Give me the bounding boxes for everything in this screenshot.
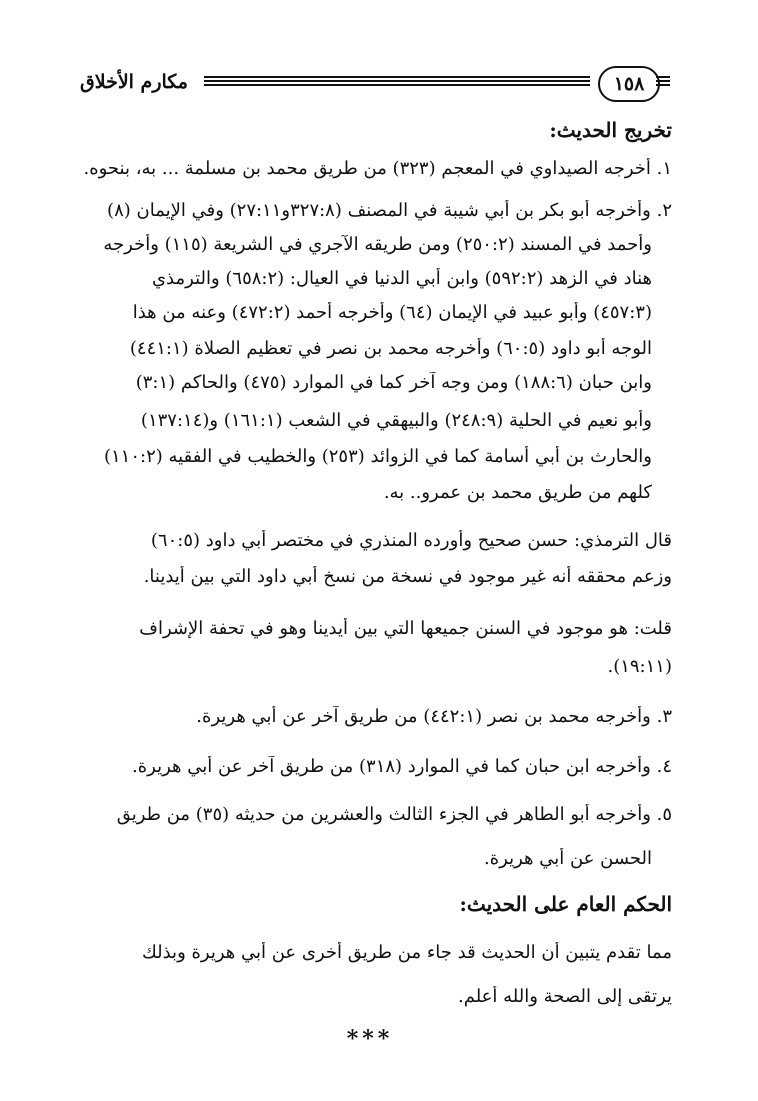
- takhrij-line-10: كلهم من طريق محمد بن عمرو.. به.: [383, 482, 652, 503]
- takhrij-item-5-line-2: الحسن عن أبي هريرة.: [483, 848, 652, 869]
- takhrij-item-5-line-1: ٥. وأخرجه أبو الطاهر في الجزء الثالث والعشرين من حديثه (٣٥) من طريق: [116, 804, 672, 825]
- takhrij-item-3: ٣. وأخرجه محمد بن نصر (٤٤٢:١) من طريق آخر عن أبي هريرة.: [196, 706, 672, 727]
- book-title: مكارم الأخلاق: [80, 71, 188, 93]
- page-header: [80, 66, 670, 106]
- takhrij-line-7: وابن حبان (١٨٨:٦) ومن وجه آخر كما في الموارد (٤٧٥) والحاكم (٣:١): [135, 372, 652, 393]
- takhrij-line-9: والحارث بن أبي أسامة كما في الزوائد (٢٥٣) والخطيب في الفقيه (١١٠:٢): [103, 446, 652, 467]
- takhrij-line-2: ٢. وأخرجه أبو بكر بن أبي شيبة في المصنف (٣٢٧:٨و٢٧:١١) وفي الإيمان (٨): [107, 200, 672, 221]
- qultu-line-2: (١٩:١١).: [607, 656, 672, 677]
- section-separator: ***: [346, 1026, 394, 1052]
- tirmidhi-line-2: وزعم محققه أنه غير موجود في نسخة من نسخ أبي داود التي بين أيدينا.: [143, 566, 672, 587]
- hukm-line-1: مما تقدم يتبين أن الحديث قد جاء من طريق أخرى عن أبي هريرة وبذلك: [141, 942, 672, 963]
- section-heading-takhrij: تخريج الحديث:: [549, 118, 672, 142]
- section-heading-hukm: الحكم العام على الحديث:: [459, 892, 672, 916]
- takhrij-line-1: ١. أخرجه الصيداوي في المعجم (٣٢٣) من طريق محمد بن مسلمة ... به، بنحوه.: [83, 158, 672, 179]
- qultu-line-1: قلت: هو موجود في السنن جميعها التي بين أيدينا وهو في تحفة الإشراف: [139, 618, 672, 639]
- takhrij-line-6: الوجه أبو داود (٦٠:٥) وأخرجه محمد بن نصر في تعظيم الصلاة (٤٤١:١): [129, 338, 652, 359]
- tirmidhi-line-1: قال الترمذي: حسن صحيح وأورده المنذري في مختصر أبي داود (٦٠:٥): [150, 530, 672, 551]
- header-rule-end: [656, 76, 670, 90]
- takhrij-line-8: وأبو نعيم في الحلية (٢٤٨:٩) والبيهقي في الشعب (١٦١:١) و(١٣٧:١٤): [140, 410, 652, 431]
- takhrij-item-4: ٤. وأخرجه ابن حبان كما في الموارد (٣١٨) من طريق آخر عن أبي هريرة.: [132, 756, 672, 777]
- header-rule: [204, 76, 590, 90]
- takhrij-line-4: هناد في الزهد (٥٩٢:٢) وابن أبي الدنيا في العيال: (٦٥٨:٢) والترمذي: [151, 268, 652, 289]
- hukm-line-2: يرتقى إلى الصحة والله أعلم.: [458, 986, 672, 1007]
- page-number: ١٥٨: [598, 66, 660, 102]
- takhrij-line-5: (٤٥٧:٣) وأبو عبيد في الإيمان (٦٤) وأخرجه أحمد (٤٧٢:٢) وعنه من هذا: [132, 302, 652, 323]
- takhrij-line-3: وأحمد في المسند (٢٥٠:٢) ومن طريقه الآجري في الشريعة (١١٥) وأخرجه: [103, 234, 652, 255]
